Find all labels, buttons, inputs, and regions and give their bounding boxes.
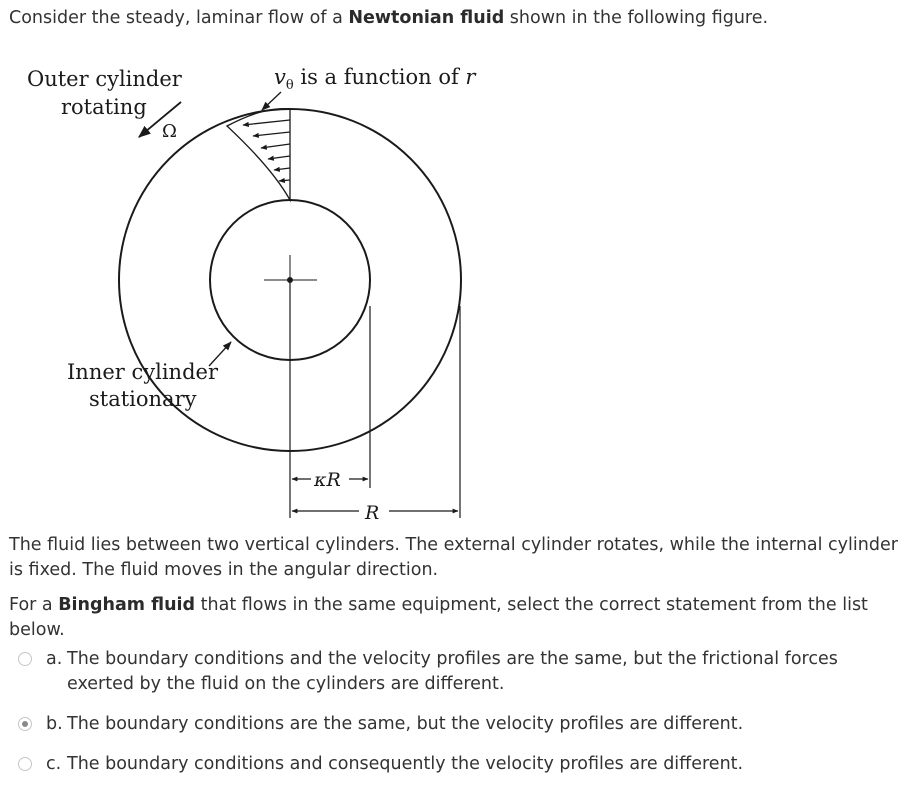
option-c-letter: c.	[46, 754, 62, 774]
omega-symbol: Ω	[162, 121, 177, 142]
radio-button-b[interactable]	[18, 717, 32, 731]
description-text: The fluid lies between two vertical cylinders. The external cylinder rotates, while the internal cylinder is fixed. The fluid moves in the angular direction.	[9, 535, 898, 580]
outer-cylinder-label: Outer cylinder	[27, 67, 182, 91]
kappa-r-label: κR	[314, 469, 341, 491]
intro-after: shown in the following figure.	[504, 8, 769, 28]
question-bold: Bingham fluid	[58, 595, 196, 615]
velocity-profile	[227, 109, 290, 200]
option-a-text: The boundary conditions and the velocity profiles are the same, but the frictional forces exerted by the fluid on the cylinders are different.	[67, 649, 838, 694]
option-b-text: The boundary conditions are the same, but the velocity profiles are different.	[67, 714, 744, 734]
option-a-letter: a.	[46, 649, 63, 669]
r-label: R	[365, 502, 380, 521]
question-text	[9, 593, 909, 643]
intro-text	[9, 6, 768, 31]
radio-button-a[interactable]	[18, 652, 32, 666]
option-c-text: The boundary conditions and consequently the velocity profiles are different.	[67, 754, 744, 774]
couette-flow-figure	[19, 40, 486, 521]
rotating-label: rotating	[61, 95, 147, 119]
intro-bold: Newtonian fluid	[348, 8, 505, 28]
question-before: For a	[9, 595, 59, 615]
stationary-label: stationary	[89, 387, 197, 411]
option-b-letter: b.	[46, 714, 63, 734]
radio-button-c[interactable]	[18, 757, 32, 771]
figure-drawing	[19, 40, 486, 521]
inner-cylinder-label: Inner cylinder	[67, 360, 218, 384]
intro-before: Consider the steady, laminar flow of a	[9, 8, 349, 28]
velocity-label: $v_\theta$ is a function of r	[274, 65, 476, 93]
question-after: that flows in the same equipment, select the correct statement from the list below.	[9, 595, 868, 640]
velocity-pointer-arrow	[262, 92, 281, 110]
